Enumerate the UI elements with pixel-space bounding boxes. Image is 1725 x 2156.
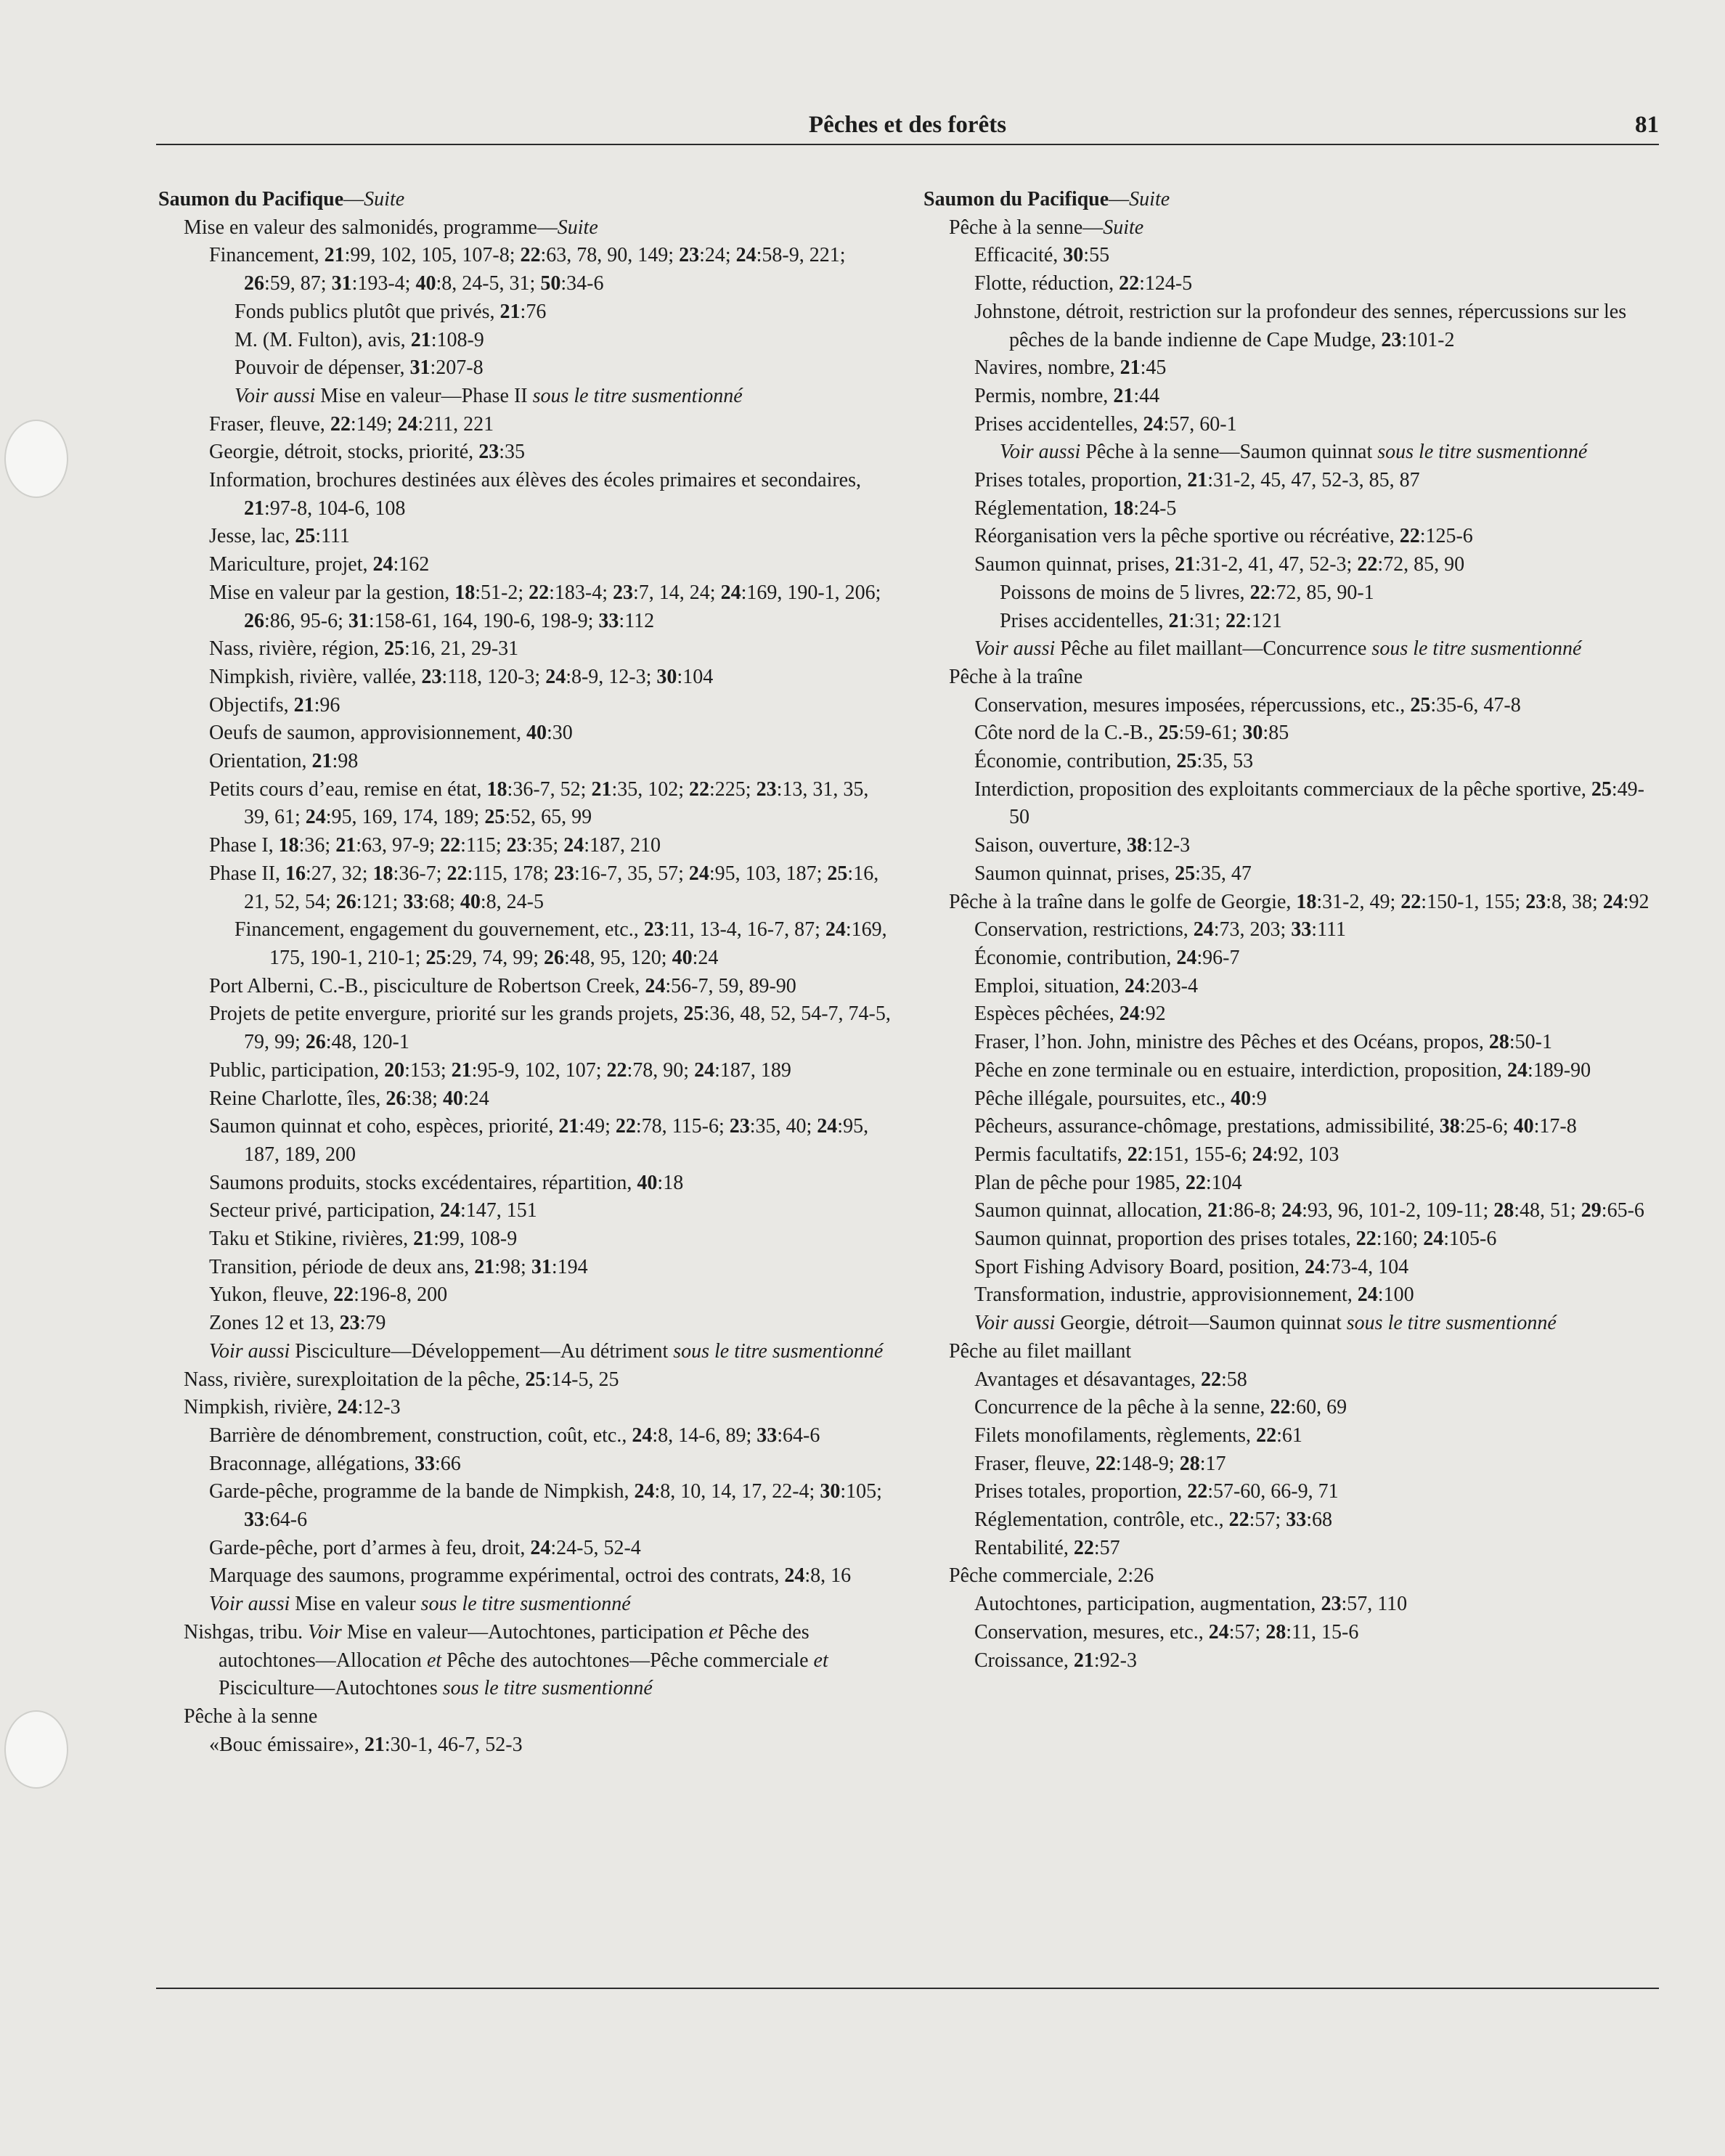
index-entry: Rentabilité, 22:57 xyxy=(974,1536,1120,1559)
running-title: Pêches et des forêts xyxy=(808,112,1007,138)
index-entry: Économie, contribution, 24:96-7 xyxy=(974,946,1240,969)
index-entry: Pouvoir de dépenser, 31:207-8 xyxy=(235,356,484,380)
index-entry: Efficacité, 30:55 xyxy=(974,244,1110,267)
index-entry: Conservation, restrictions, 24:73, 203; 33:111 xyxy=(974,918,1346,942)
index-entry: Voir aussi Mise en valeur—Phase II sous le titre susmentionné xyxy=(235,384,743,407)
index-entry: Pêcheurs, assurance-chômage, prestations, admissibilité, 38:25-6; 40:17-8 xyxy=(974,1115,1577,1138)
index-entry: Jesse, lac, 25:111 xyxy=(209,525,350,548)
index-entry: Zones 12 et 13, 23:79 xyxy=(209,1312,386,1335)
index-entry: Concurrence de la pêche à la senne, 22:60, 69 xyxy=(974,1396,1347,1419)
index-entry: Transition, période de deux ans, 21:98; 31:194 xyxy=(209,1255,588,1278)
index-entry: Filets monofilaments, règlements, 22:61 xyxy=(974,1424,1302,1447)
index-entry: Phase II, 16:27, 32; 18:36-7; 22:115, 178; 23:16-7, 35, 57; 24:95, 103, 187; 25:16, 21, 52, 54; 26:121; 33:68; 40:8, 24-5 xyxy=(209,862,879,913)
index-entry: M. (M. Fulton), avis, 21:108-9 xyxy=(235,328,484,351)
index-entry: Nishgas, tribu. Voir Mise en valeur—Autochtones, participation et Pêche des autochtones—Allocation et Pêche des autochtones—Pêche commerciale et Pisciculture—Autochtones sous le titre susmentionné xyxy=(184,1620,828,1700)
index-entry: Saison, ouverture, 38:12-3 xyxy=(974,834,1191,857)
index-entry: Prises totales, proportion, 21:31-2, 45, 47, 52-3, 85, 87 xyxy=(974,469,1420,492)
index-entry: Réglementation, 18:24-5 xyxy=(974,497,1177,520)
index-entry: Pêche commerciale, 2:26 xyxy=(949,1564,1154,1588)
index-entry: Braconnage, allégations, 33:66 xyxy=(209,1452,461,1475)
index-entry: Économie, contribution, 25:35, 53 xyxy=(974,750,1254,773)
index-column-left xyxy=(158,186,892,1759)
index-entry: Prises accidentelles, 21:31; 22:121 xyxy=(1000,609,1282,632)
index-entry: «Bouc émissaire», 21:30-1, 46-7, 52-3 xyxy=(209,1733,523,1756)
index-entry: Port Alberni, C.-B., pisciculture de Robertson Creek, 24:56-7, 59, 89-90 xyxy=(209,974,796,997)
index-entry: Secteur privé, participation, 24:147, 151 xyxy=(209,1199,537,1222)
index-entry: Objectifs, 21:96 xyxy=(209,693,340,716)
index-entry: Pêche à la senne—Suite xyxy=(949,216,1144,239)
footer-rule xyxy=(156,1988,1659,1989)
index-entry: Public, participation, 20:153; 21:95-9, 102, 107; 22:78, 90; 24:187, 189 xyxy=(209,1058,791,1082)
index-entry: Navires, nombre, 21:45 xyxy=(974,356,1167,380)
index-entry: Fraser, l’hon. John, ministre des Pêches et des Océans, propos, 28:50-1 xyxy=(974,1031,1552,1054)
index-entry: Voir aussi Pêche au filet maillant—Concurrence sous le titre susmentionné xyxy=(974,637,1582,661)
index-entry: Prises accidentelles, 24:57, 60-1 xyxy=(974,412,1237,436)
header-rule xyxy=(156,144,1659,145)
index-entry: Saumon quinnat, prises, 21:31-2, 41, 47, 52-3; 22:72, 85, 90 xyxy=(974,553,1465,576)
index-entry: Plan de pêche pour 1985, 22:104 xyxy=(974,1171,1242,1194)
index-entry: Pêche à la senne xyxy=(184,1704,318,1728)
index-entry: Nass, rivière, surexploitation de la pêche, 25:14-5, 25 xyxy=(184,1368,619,1391)
binder-hole-top xyxy=(4,420,68,498)
index-entry: Mise en valeur des salmonidés, programme—Suite xyxy=(184,216,598,239)
index-entry: Barrière de dénombrement, construction, coût, etc., 24:8, 14-6, 89; 33:64-6 xyxy=(209,1424,820,1447)
index-entry: Pêche au filet maillant xyxy=(949,1339,1132,1363)
index-entry: Voir aussi Pisciculture—Développement—Au détriment sous le titre susmentionné xyxy=(209,1339,884,1363)
index-entry: Emploi, situation, 24:203-4 xyxy=(974,974,1198,997)
index-entry: Saumon quinnat et coho, espèces, priorité, 21:49; 22:78, 115-6; 23:35, 40; 24:95, 187, 189, 200 xyxy=(209,1115,869,1166)
page-number: 81 xyxy=(1635,112,1659,138)
index-entry: Reine Charlotte, îles, 26:38; 40:24 xyxy=(209,1087,489,1110)
page-header xyxy=(156,109,1659,147)
index-entry: Conservation, mesures imposées, répercussions, etc., 25:35-6, 47-8 xyxy=(974,693,1521,716)
index-entry: Saumon quinnat, allocation, 21:86-8; 24:93, 96, 101-2, 109-11; 28:48, 51; 29:65-6 xyxy=(974,1199,1644,1222)
index-entry: Orientation, 21:98 xyxy=(209,750,359,773)
index-entry: Prises totales, proportion, 22:57-60, 66-9, 71 xyxy=(974,1480,1339,1503)
binder-hole-bottom xyxy=(4,1710,68,1789)
index-entry: Nimpkish, rivière, 24:12-3 xyxy=(184,1396,401,1419)
index-entry: Garde-pêche, port d’armes à feu, droit, 24:24-5, 52-4 xyxy=(209,1536,641,1559)
index-entry: Réorganisation vers la pêche sportive ou récréative, 22:125-6 xyxy=(974,525,1473,548)
index-entry: Interdiction, proposition des exploitants commerciaux de la pêche sportive, 25:49-50 xyxy=(974,777,1644,829)
index-entry: Voir aussi Georgie, détroit—Saumon quinnat sous le titre susmentionné xyxy=(974,1312,1557,1335)
index-entry: Taku et Stikine, rivières, 21:99, 108-9 xyxy=(209,1228,518,1251)
index-entry: Permis, nombre, 21:44 xyxy=(974,384,1160,407)
index-column-right xyxy=(923,186,1657,1675)
index-entry: Saumons produits, stocks excédentaires, répartition, 40:18 xyxy=(209,1171,684,1194)
index-entry: Petits cours d’eau, remise en état, 18:36-7, 52; 21:35, 102; 22:225; 23:13, 31, 35, 39, 61; 24:95, 169, 174, 189; 25:52, 65, 99 xyxy=(209,777,869,829)
index-entry: Espèces pêchées, 24:92 xyxy=(974,1003,1166,1026)
index-entry: Voir aussi Mise en valeur sous le titre susmentionné xyxy=(209,1593,631,1616)
index-entry: Oeufs de saumon, approvisionnement, 40:30 xyxy=(209,722,573,745)
index-entry: Mariculture, projet, 24:162 xyxy=(209,553,430,576)
index-entry: Saumon du Pacifique—Suite xyxy=(923,188,1170,211)
index-entry: Mise en valeur par la gestion, 18:51-2; 22:183-4; 23:7, 14, 24; 24:169, 190-1, 206; 26:86, 95-6; 31:158-61, 164, 190-6, 198-9; 33:112 xyxy=(209,581,881,632)
index-entry: Permis facultatifs, 22:151, 155-6; 24:92, 103 xyxy=(974,1143,1339,1166)
index-entry: Fraser, fleuve, 22:148-9; 28:17 xyxy=(974,1452,1226,1475)
index-entry: Croissance, 21:92-3 xyxy=(974,1649,1137,1672)
index-entry: Projets de petite envergure, priorité sur les grands projets, 25:36, 48, 52, 54-7, 74-5, 79, 99; 26:48, 120-1 xyxy=(209,1003,891,1054)
index-entry: Pêche à la traîne xyxy=(949,665,1083,688)
index-entry: Saumon quinnat, prises, 25:35, 47 xyxy=(974,862,1252,885)
index-entry: Fraser, fleuve, 22:149; 24:211, 221 xyxy=(209,412,494,436)
index-entry: Transformation, industrie, approvisionnement, 24:100 xyxy=(974,1283,1414,1307)
index-entry: Voir aussi Pêche à la senne—Saumon quinnat sous le titre susmentionné xyxy=(1000,441,1588,464)
index-entry: Saumon du Pacifique—Suite xyxy=(158,188,405,211)
index-entry: Garde-pêche, programme de la bande de Nimpkish, 24:8, 10, 14, 17, 22-4; 30:105; 33:64-6 xyxy=(209,1480,882,1532)
index-entry: Poissons de moins de 5 livres, 22:72, 85, 90-1 xyxy=(1000,581,1374,604)
index-entry: Réglementation, contrôle, etc., 22:57; 33:68 xyxy=(974,1508,1332,1532)
index-entry: Georgie, détroit, stocks, priorité, 23:35 xyxy=(209,441,525,464)
index-entry: Information, brochures destinées aux élèves des écoles primaires et secondaires, 21:97-8, 104-6, 108 xyxy=(209,469,861,520)
index-entry: Nimpkish, rivière, vallée, 23:118, 120-3; 24:8-9, 12-3; 30:104 xyxy=(209,665,714,688)
index-entry: Pêche en zone terminale ou en estuaire, interdiction, proposition, 24:189-90 xyxy=(974,1058,1591,1082)
index-entry: Johnstone, détroit, restriction sur la profondeur des sennes, répercussions sur les pêches de la bande indienne de Cape Mudge, 23:101-2 xyxy=(974,300,1627,351)
index-entry: Yukon, fleuve, 22:196-8, 200 xyxy=(209,1283,448,1307)
index-entry: Financement, 21:99, 102, 105, 107-8; 22:63, 78, 90, 149; 23:24; 24:58-9, 221; 26:59, 87; 31:193-4; 40:8, 24-5, 31; 50:34-6 xyxy=(209,244,846,295)
index-entry: Conservation, mesures, etc., 24:57; 28:11, 15-6 xyxy=(974,1620,1359,1643)
index-entry: Autochtones, participation, augmentation, 23:57, 110 xyxy=(974,1593,1408,1616)
index-entry: Nass, rivière, région, 25:16, 21, 29-31 xyxy=(209,637,519,661)
index-entry: Fonds publics plutôt que privés, 21:76 xyxy=(235,300,547,323)
index-entry: Sport Fishing Advisory Board, position, 24:73-4, 104 xyxy=(974,1255,1409,1278)
index-entry: Marquage des saumons, programme expérimental, octroi des contrats, 24:8, 16 xyxy=(209,1564,852,1588)
index-entry: Flotte, réduction, 22:124-5 xyxy=(974,272,1193,295)
index-entry: Pêche illégale, poursuites, etc., 40:9 xyxy=(974,1087,1267,1110)
index-entry: Saumon quinnat, proportion des prises totales, 22:160; 24:105-6 xyxy=(974,1228,1497,1251)
index-entry: Côte nord de la C.-B., 25:59-61; 30:85 xyxy=(974,722,1289,745)
index-entry: Phase I, 18:36; 21:63, 97-9; 22:115; 23:35; 24:187, 210 xyxy=(209,834,661,857)
index-entry: Pêche à la traîne dans le golfe de Georgie, 18:31-2, 49; 22:150-1, 155; 23:8, 38; 24:92 xyxy=(949,890,1649,913)
index-entry: Avantages et désavantages, 22:58 xyxy=(974,1368,1247,1391)
index-entry: Financement, engagement du gouvernement, etc., 23:11, 13-4, 16-7, 87; 24:169, 175, 190-1, 210-1; 25:29, 74, 99; 26:48, 95, 120; 40:24 xyxy=(235,918,887,969)
